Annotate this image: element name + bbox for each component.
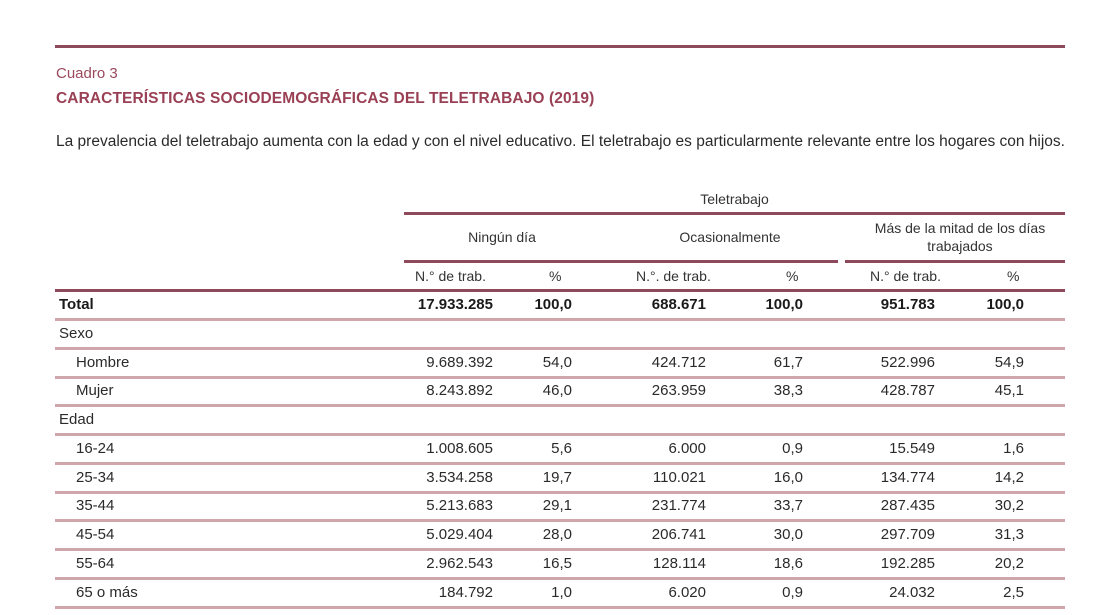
group-header-ningun-dia: Ningún día bbox=[468, 229, 536, 245]
cell-count: 8.243.892 bbox=[426, 382, 493, 400]
cell-percent: 46,0 bbox=[542, 382, 572, 400]
row-separator bbox=[55, 318, 1065, 321]
cell-percent: 16,5 bbox=[542, 554, 572, 572]
cell-percent: 33,7 bbox=[773, 497, 803, 515]
cell-percent: 100,0 bbox=[986, 296, 1024, 313]
cell-count: 134.774 bbox=[880, 468, 935, 486]
cell-percent: 54,0 bbox=[542, 353, 572, 371]
subheader-n-trab-3: N.° de trab. bbox=[870, 268, 941, 284]
row-separator bbox=[55, 376, 1065, 379]
section-label: Edad bbox=[59, 411, 95, 428]
row-separator bbox=[55, 491, 1065, 494]
cell-count: 263.959 bbox=[651, 382, 706, 400]
row-label: Total bbox=[59, 296, 94, 313]
cell-count: 231.774 bbox=[651, 497, 706, 515]
cell-count: 6.020 bbox=[668, 583, 706, 601]
cell-count: 297.709 bbox=[880, 526, 935, 543]
cell-percent: 18,6 bbox=[773, 554, 803, 572]
cell-percent: 29,1 bbox=[542, 497, 572, 515]
cell-percent: 30,0 bbox=[773, 526, 803, 543]
cell-count: 951.783 bbox=[880, 296, 935, 313]
group-header-mas-mitad: Más de la mitad de los días trabajados bbox=[874, 220, 1046, 254]
row-label: Hombre bbox=[76, 353, 130, 371]
cell-count: 128.114 bbox=[652, 554, 706, 572]
cell-count: 184.792 bbox=[438, 583, 493, 601]
subheader-n-trab-1: N.° de trab. bbox=[415, 268, 486, 284]
row-separator bbox=[55, 606, 1065, 609]
cell-count: 24.032 bbox=[889, 583, 935, 601]
group-header-ocasionalmente: Ocasionalmente bbox=[679, 229, 781, 245]
cell-count: 9.689.392 bbox=[426, 353, 493, 371]
cell-count: 17.933.285 bbox=[417, 296, 493, 313]
cell-percent: 100,0 bbox=[765, 296, 803, 313]
top-rule bbox=[55, 45, 1065, 48]
cell-percent: 1,6 bbox=[1003, 439, 1024, 457]
cell-count: 287.435 bbox=[880, 497, 935, 515]
subheader-pct-1: % bbox=[549, 268, 562, 284]
cell-count: 522.996 bbox=[880, 353, 935, 371]
cell-count: 5.029.404 bbox=[426, 526, 493, 543]
cell-count: 2.962.543 bbox=[426, 554, 493, 572]
cell-count: 428.787 bbox=[880, 382, 935, 400]
cell-percent: 54,9 bbox=[994, 353, 1024, 371]
row-separator bbox=[55, 519, 1065, 522]
cell-percent: 100,0 bbox=[534, 296, 572, 313]
cell-count: 110.021 bbox=[652, 468, 706, 486]
row-label: 65 o más bbox=[76, 583, 138, 601]
cell-percent: 16,0 bbox=[773, 468, 803, 486]
cell-percent: 5,6 bbox=[551, 439, 572, 457]
figure-description: La prevalencia del teletrabajo aumenta con la edad y con el nivel educativo. El teletrabajo es particularmente relevante entre los hogares con hijos. bbox=[56, 133, 1065, 150]
subheader-n-trab-2: N.°. de trab. bbox=[636, 268, 711, 284]
row-separator bbox=[55, 577, 1065, 580]
cell-percent: 61,7 bbox=[773, 353, 803, 371]
cell-count: 206.741 bbox=[651, 526, 706, 543]
cell-percent: 1,0 bbox=[551, 583, 572, 601]
cell-percent: 14,2 bbox=[994, 468, 1024, 486]
cell-count: 3.534.258 bbox=[426, 468, 493, 486]
row-separator bbox=[55, 347, 1065, 350]
cell-percent: 19,7 bbox=[542, 468, 572, 486]
row-label: 35-44 bbox=[76, 497, 115, 515]
cell-count: 15.549 bbox=[889, 439, 935, 457]
row-label: Mujer bbox=[76, 382, 114, 400]
cell-percent: 28,0 bbox=[542, 526, 572, 543]
row-label: 16-24 bbox=[76, 439, 115, 457]
cell-percent: 45,1 bbox=[994, 382, 1024, 400]
cell-percent: 20,2 bbox=[994, 554, 1024, 572]
figure-label: Cuadro 3 bbox=[56, 65, 118, 82]
row-separator bbox=[55, 404, 1065, 407]
cell-count: 6.000 bbox=[668, 439, 706, 457]
figure-title: CARACTERÍSTICAS SOCIODEMOGRÁFICAS DEL TELETRABAJO (2019) bbox=[56, 90, 595, 107]
section-label: Sexo bbox=[59, 324, 94, 342]
row-label: 55-64 bbox=[76, 554, 115, 572]
cell-count: 192.285 bbox=[880, 554, 935, 572]
group-rule-right bbox=[845, 260, 1065, 263]
subheader-pct-2: % bbox=[786, 268, 799, 284]
group-rule-left bbox=[404, 260, 838, 263]
cell-percent: 31,3 bbox=[994, 526, 1024, 543]
row-separator bbox=[55, 548, 1065, 551]
cell-count: 1.008.605 bbox=[426, 439, 493, 457]
row-separator bbox=[55, 433, 1065, 436]
super-header-rule bbox=[404, 212, 1065, 215]
cell-percent: 0,9 bbox=[782, 439, 803, 457]
subheader-pct-3: % bbox=[1007, 268, 1020, 284]
cell-percent: 2,5 bbox=[1003, 583, 1024, 601]
cell-percent: 0,9 bbox=[782, 583, 803, 601]
cell-percent: 30,2 bbox=[994, 497, 1024, 515]
row-label: 25-34 bbox=[76, 468, 115, 486]
cell-count: 424.712 bbox=[651, 353, 706, 371]
super-header: Teletrabajo bbox=[700, 191, 769, 207]
row-separator bbox=[55, 462, 1065, 465]
cell-count: 688.671 bbox=[651, 296, 706, 313]
cell-percent: 38,3 bbox=[773, 382, 803, 400]
row-label: 45-54 bbox=[76, 526, 115, 543]
cell-count: 5.213.683 bbox=[426, 497, 493, 515]
header-bottom-rule bbox=[55, 289, 1065, 292]
